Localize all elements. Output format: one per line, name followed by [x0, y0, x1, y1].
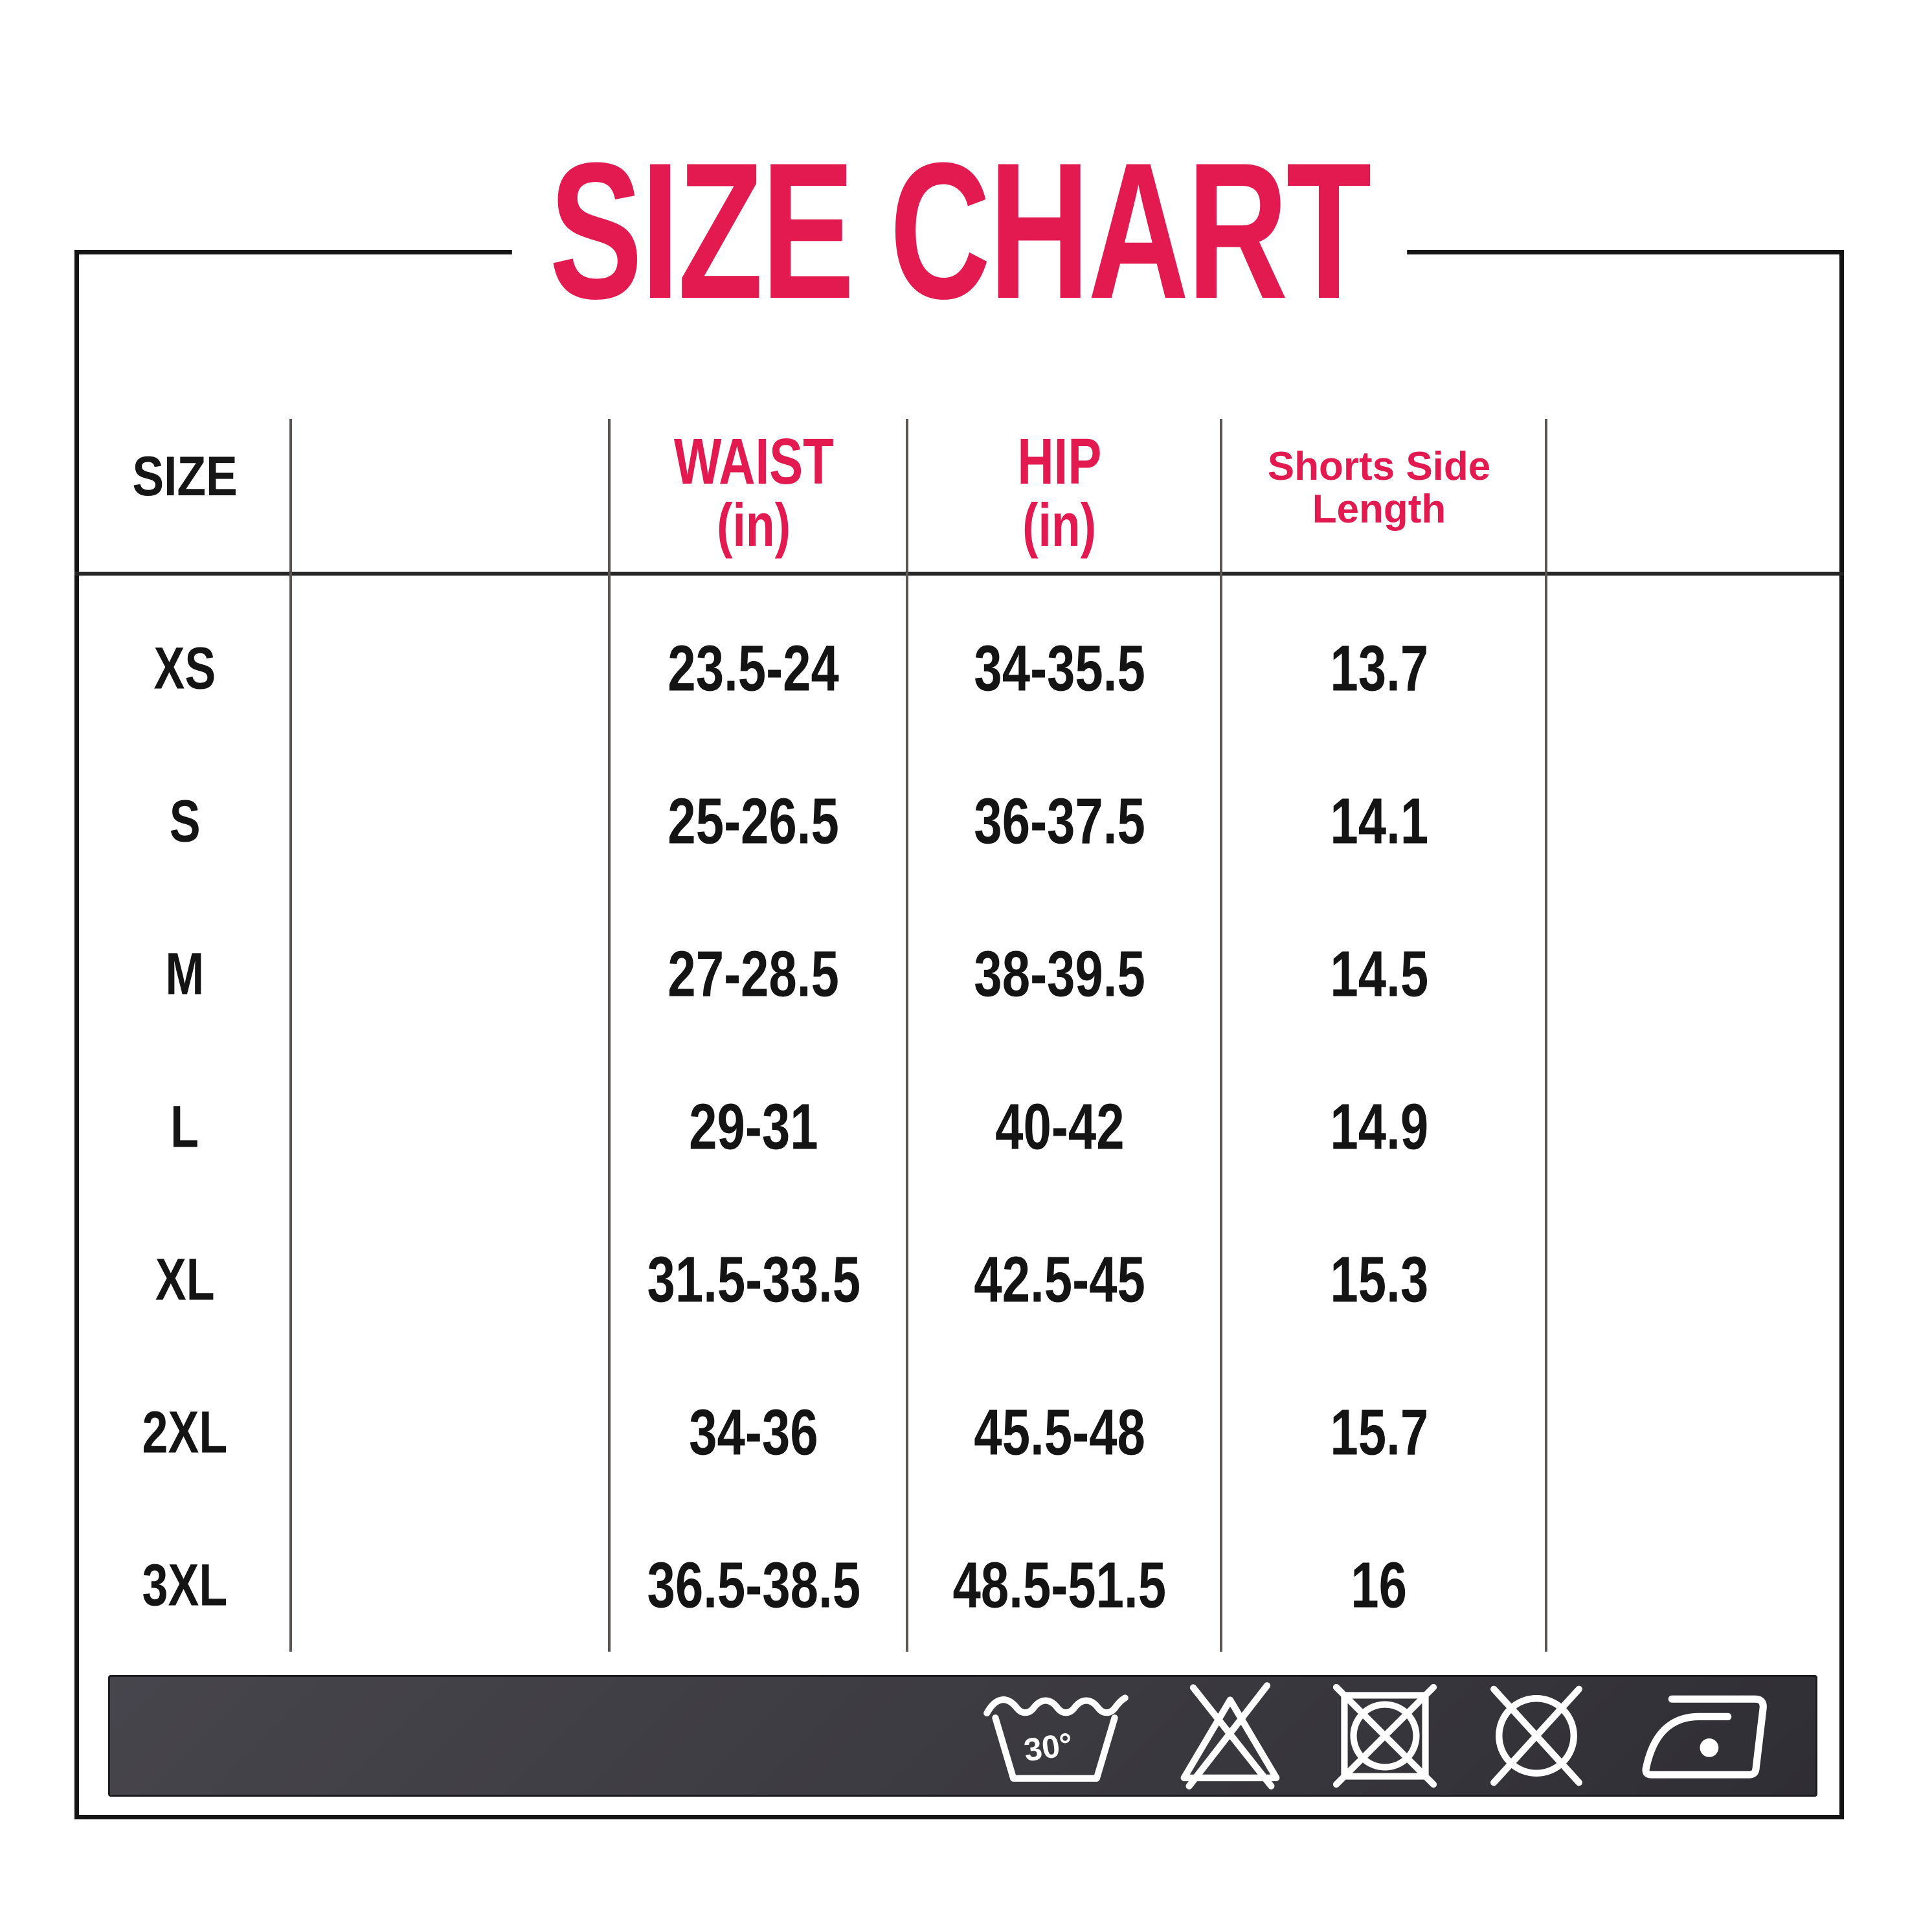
waist-value: 34-36: [689, 1396, 818, 1469]
size-label: XS: [153, 635, 216, 702]
hip-value: 42.5-45: [974, 1243, 1145, 1316]
do-not-tumble-dry-icon: [1329, 1680, 1441, 1792]
shorts-value: 14.1: [1330, 785, 1428, 858]
shorts-value: 16: [1351, 1549, 1408, 1622]
size-label: S: [169, 788, 201, 855]
table-row: [79, 745, 1839, 898]
col-header-waist: WAIST (in): [673, 425, 834, 559]
size-label: L: [170, 1094, 199, 1160]
wash-temp-label: 30°: [1022, 1725, 1075, 1769]
do-not-dry-clean-icon: [1478, 1681, 1595, 1791]
waist-value: 25-26.5: [668, 785, 840, 858]
hip-value: 36-37.5: [974, 785, 1145, 858]
table-row: [79, 1051, 1839, 1204]
care-instructions-bar: [108, 1675, 1817, 1797]
do-not-bleach-icon: [1169, 1681, 1292, 1790]
table-row: [79, 1356, 1839, 1509]
size-label: M: [165, 941, 205, 1007]
hip-value: 45.5-48: [974, 1396, 1145, 1469]
shorts-value: 15.3: [1330, 1243, 1428, 1316]
waist-value: 36.5-38.5: [647, 1549, 860, 1622]
shorts-value: 14.9: [1330, 1090, 1428, 1163]
shorts-value: 13.7: [1330, 632, 1428, 705]
size-label: 2XL: [142, 1399, 228, 1466]
chart-frame: [74, 250, 1844, 1819]
wash-30-icon: [979, 1687, 1131, 1785]
col-header-size-label: SIZE: [132, 445, 238, 508]
page-title: SIZE CHART: [512, 133, 1407, 328]
col-header-hip: HIP (in): [1017, 425, 1102, 559]
shorts-value: 14.5: [1330, 938, 1428, 1011]
waist-value: 29-31: [689, 1090, 818, 1163]
col-header-size: [79, 445, 291, 508]
title-row: [0, 122, 1932, 339]
waist-value: 23.5-24: [668, 632, 840, 705]
col-header-shorts-side-length: Shorts Side Length: [1267, 444, 1491, 532]
size-label: 3XL: [142, 1552, 228, 1619]
hip-value: 48.5-51.5: [952, 1549, 1167, 1622]
iron-one-dot-icon: [1632, 1687, 1778, 1785]
shorts-value: 15.7: [1330, 1396, 1428, 1469]
waist-value: 27-28.5: [668, 938, 840, 1011]
size-label: XL: [155, 1246, 215, 1313]
table-row: [79, 898, 1839, 1051]
table-row: [79, 1509, 1839, 1662]
table-row: [79, 592, 1839, 745]
hip-value: 34-35.5: [974, 632, 1145, 705]
waist-value: 31.5-33.5: [647, 1243, 860, 1316]
size-table-body: [79, 576, 1839, 1662]
hip-value: 40-42: [994, 1090, 1125, 1163]
table-row: [79, 1204, 1839, 1356]
hip-value: 38-39.5: [974, 938, 1145, 1011]
